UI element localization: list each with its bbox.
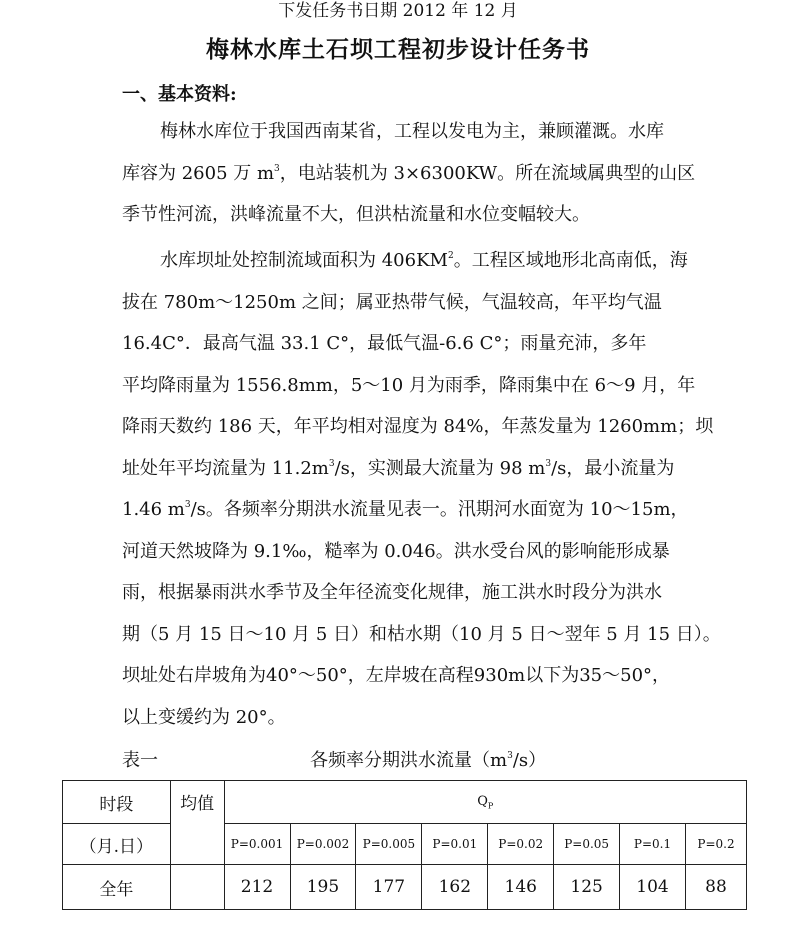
- paragraph-line: 平均降雨量为 1556.8mm，5～10 月为雨季，降雨集中在 6～9 月，年: [122, 374, 696, 396]
- cell-value: 195: [290, 865, 356, 910]
- paragraph-line: 期（5 月 15 日～10 月 5 日）和枯水期（10 月 5 日～翌年 5 月 15 日）。: [122, 623, 721, 645]
- table-row: [63, 865, 747, 910]
- header-period: 时段: [63, 781, 171, 824]
- cell-value: 212: [224, 865, 290, 910]
- flood-flow-table: [62, 780, 747, 910]
- cell-value: 162: [422, 865, 488, 910]
- paragraph-site-conditions: [122, 240, 721, 738]
- paragraph-line: 梅林水库位于我国西南某省，工程以发电为主，兼顾灌溉。水库: [160, 121, 664, 142]
- header-qp: $Q_P$: [224, 781, 746, 824]
- paragraph-line: 库容为 2605 万 $m^3$，电站装机为 3×6300KW。所在流域属典型的山区: [122, 162, 696, 184]
- issue-date: 下发任务书日期 2012 年 12 月: [278, 1, 518, 21]
- paragraph-line: 址处年平均流量为 $11.2m^3/s$，实测最大流量为 98 $m^3/s$，最小流量为: [122, 457, 675, 479]
- paragraph-line: 雨，根据暴雨洪水季节及全年径流变化规律，施工洪水时段分为洪水: [122, 582, 662, 603]
- page-title: 梅林水库土石坝工程初步设计任务书: [206, 36, 590, 63]
- cell-value: 146: [488, 865, 554, 910]
- cell-value: 125: [554, 865, 620, 910]
- table-title: 各频率分期洪水流量$(m^3/s)$: [310, 750, 547, 771]
- header-p: P=0.2: [685, 824, 746, 865]
- header-p: P=0.02: [488, 824, 554, 865]
- header-p: P=0.01: [422, 824, 488, 865]
- paragraph-overview: [122, 111, 696, 236]
- cell-value: 104: [620, 865, 686, 910]
- table-label: 表一: [122, 750, 158, 771]
- paragraph-line: 1.46 $m^3/s$。各频率分期洪水流量见表一。汛期河水面宽为 10～15m，: [122, 499, 689, 520]
- cell-period: 全年: [63, 865, 171, 910]
- cell-value: 88: [685, 865, 746, 910]
- section-heading: 一、基本资料:: [122, 84, 237, 105]
- paragraph-line: 以上变缓约为 20°。: [122, 706, 286, 728]
- header-p: P=0.05: [554, 824, 620, 865]
- header-p: P=0.005: [356, 824, 422, 865]
- paragraph-line: 16.4C°．最高气温 33.1 C°，最低气温-6.6 C°；雨量充沛，多年: [122, 333, 647, 354]
- paragraph-line: 河道天然坡降为 9.1‰，糙率为 0.046。洪水受台风的影响能形成暴: [122, 540, 670, 562]
- header-p: P=0.1: [620, 824, 686, 865]
- header-p: P=0.001: [224, 824, 290, 865]
- paragraph-line: 水库坝址处控制流域面积为 $406KM^2$。工程区域地形北高南低，海: [160, 250, 688, 271]
- header-period-unit: （月.日）: [63, 824, 171, 865]
- cell-value: 177: [356, 865, 422, 910]
- header-mean: 均值: [170, 781, 224, 865]
- paragraph-line: 坝址处右岸坡角为40°～50°，左岸坡在高程930m以下为35～50°，: [122, 665, 671, 686]
- cell-mean: [170, 865, 224, 910]
- paragraph-line: 季节性河流，洪峰流量不大，但洪枯流量和水位变幅较大。: [122, 204, 590, 225]
- header-p: P=0.002: [290, 824, 356, 865]
- paragraph-line: 降雨天数约 186 天，年平均相对湿度为 84%，年蒸发量为 1260mm；坝: [122, 416, 714, 437]
- paragraph-line: 拔在 780m～1250m 之间；属亚热带气候，气温较高，年平均气温: [122, 291, 662, 313]
